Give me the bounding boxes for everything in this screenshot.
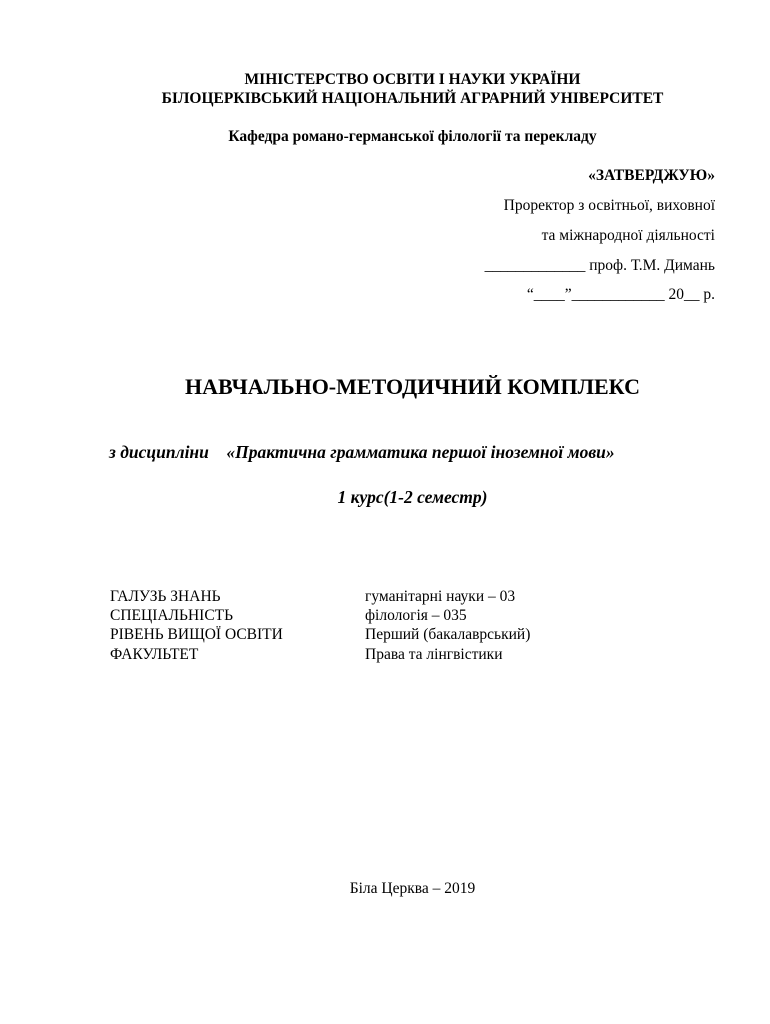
- info-label-level: РІВЕНЬ ВИЩОЇ ОСВІТИ: [110, 626, 283, 643]
- ministry-heading: МІНІСТЕРСТВО ОСВІТИ І НАУКИ УКРАЇНИ: [244, 71, 581, 88]
- university-heading: БІЛОЦЕРКІВСЬКИЙ НАЦІОНАЛЬНИЙ АГРАРНИЙ УНІВЕРСИТЕТ: [161, 90, 664, 107]
- discipline-name: «Практична грамматика першої іноземної мови»: [226, 442, 615, 462]
- approval-date-line: “____”____________ 20__ р.: [526, 286, 715, 303]
- info-label-field: ГАЛУЗЬ ЗНАНЬ: [110, 588, 221, 605]
- place-year: Біла Церква – 2019: [349, 880, 476, 897]
- discipline-line: [109, 442, 615, 463]
- info-value-level: Перший (бакалаврський): [365, 626, 531, 643]
- info-value-specialty: філологія – 035: [365, 607, 467, 624]
- document-title: НАВЧАЛЬНО-МЕТОДИЧНИЙ КОМПЛЕКС: [185, 374, 640, 399]
- discipline-label: з дисципліни: [109, 442, 209, 462]
- course-line: 1 курс(1-2 семестр): [337, 487, 488, 507]
- info-label-faculty: ФАКУЛЬТЕТ: [110, 646, 199, 663]
- approval-title: «ЗАТВЕРДЖУЮ»: [588, 167, 715, 184]
- info-label-specialty: СПЕЦІАЛЬНІСТЬ: [110, 607, 234, 624]
- approval-signature-line: _____________ проф. Т.М. Димань: [484, 257, 715, 274]
- info-value-field: гуманітарні науки – 03: [365, 588, 516, 605]
- info-value-faculty: Права та лінгвістики: [365, 646, 503, 663]
- department-heading: Кафедра романо-германської філології та перекладу: [228, 128, 597, 145]
- approval-position-line2: та міжнародної діяльності: [541, 227, 715, 244]
- approval-position-line1: Проректор з освітньої, виховної: [503, 197, 715, 214]
